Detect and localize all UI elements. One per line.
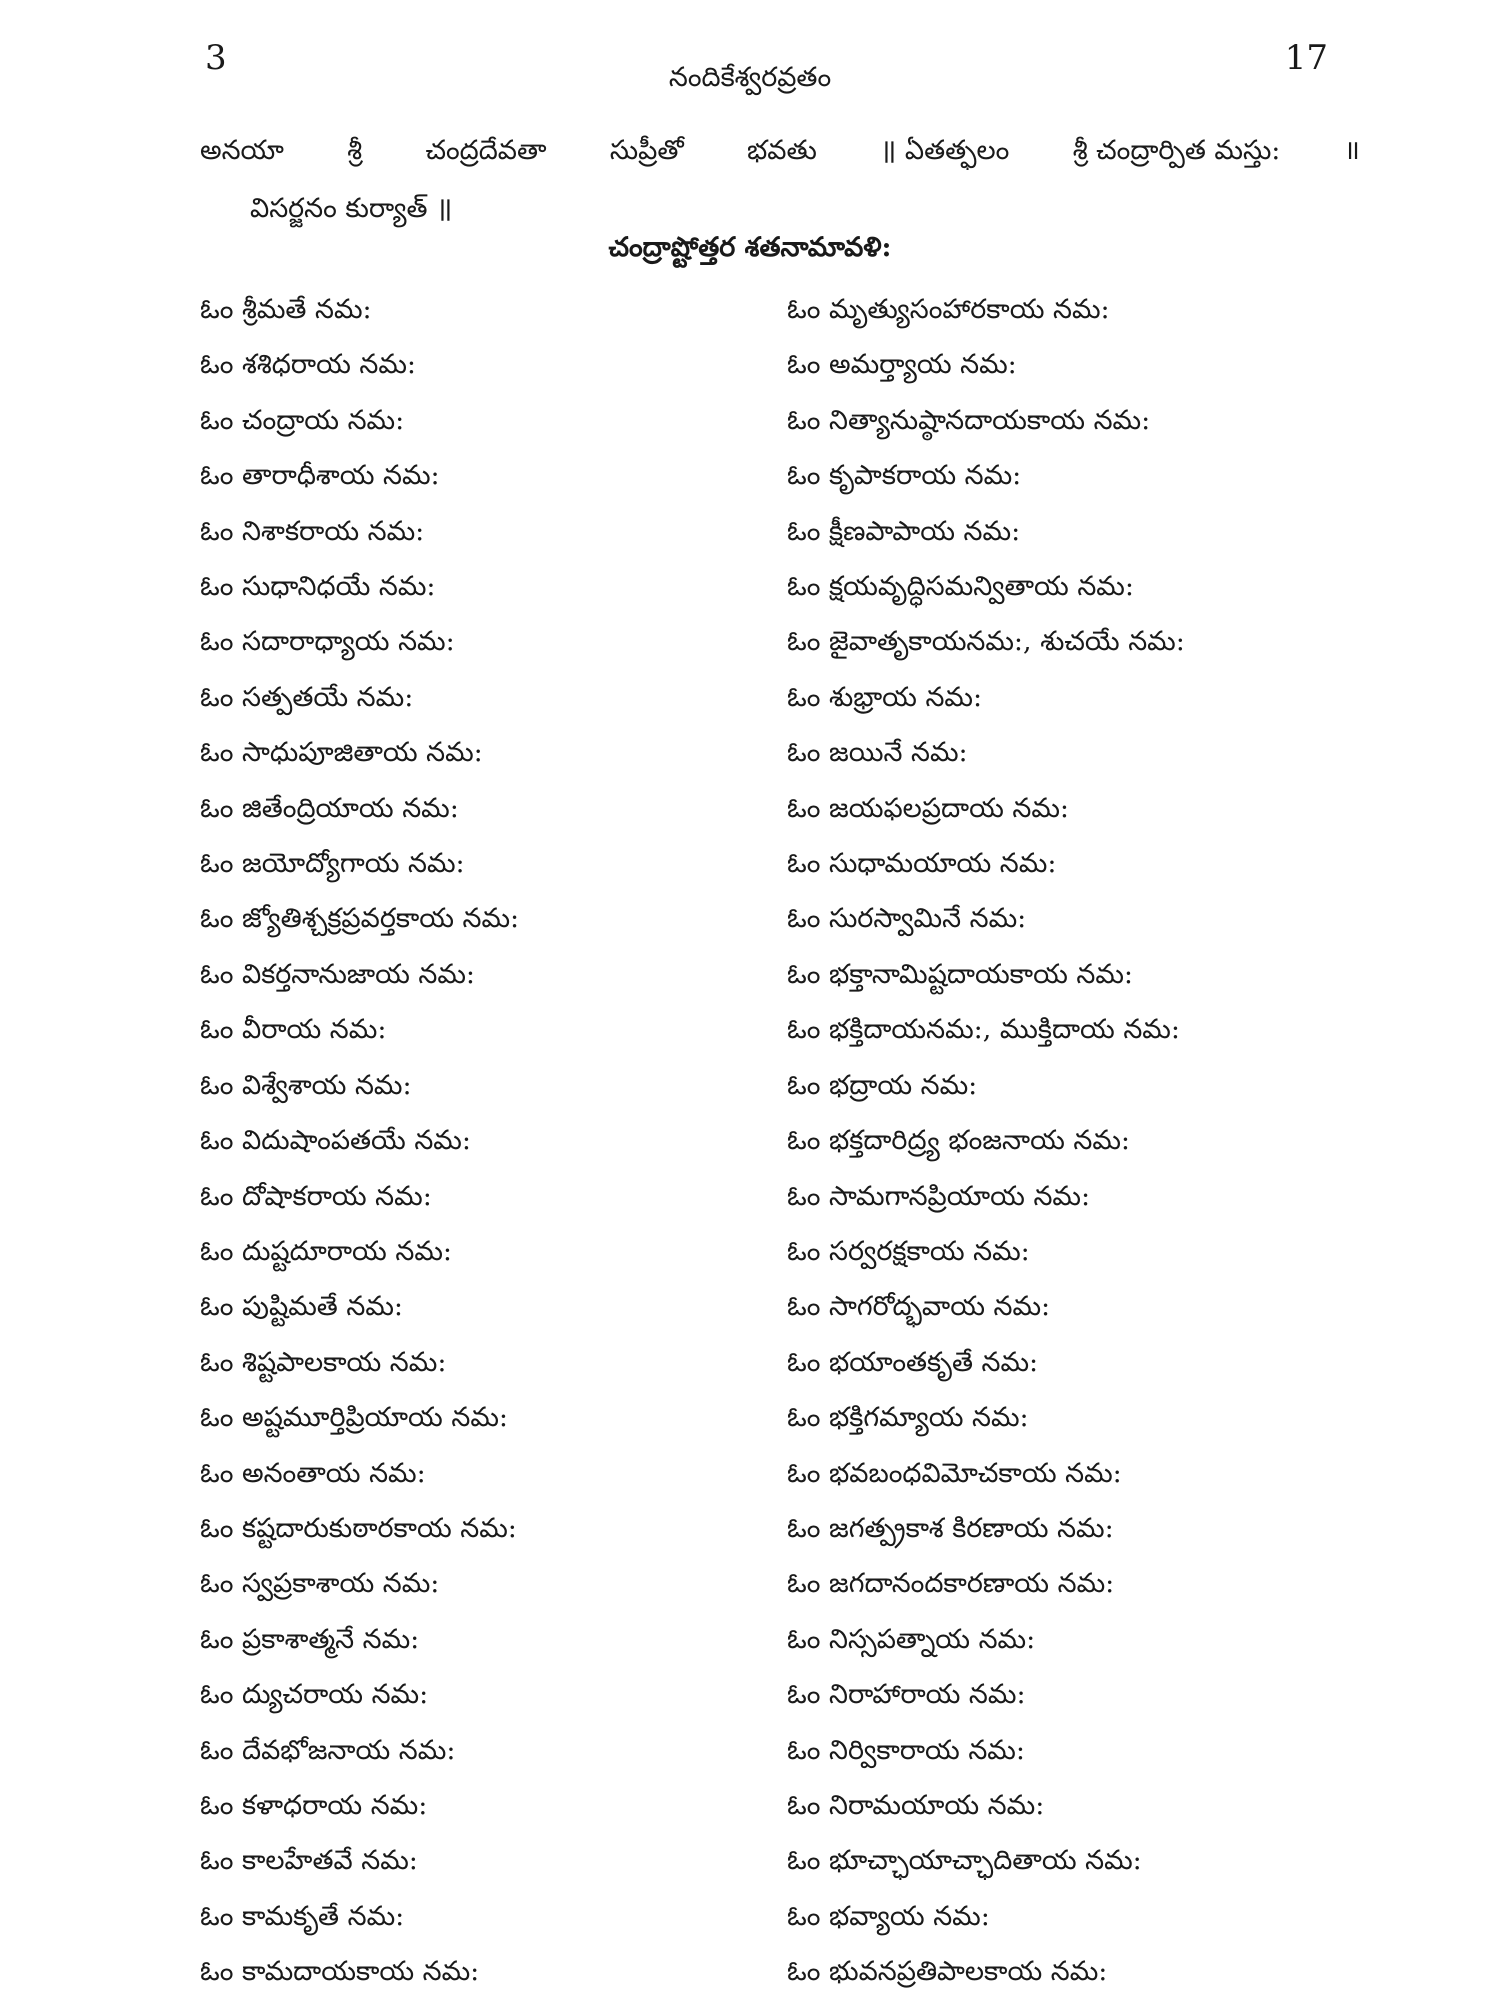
name-item: ఓం భువనప్రతిపాలకాయ నమ: — [787, 1956, 1108, 1988]
name-item: ఓం భవ్యాయ నమ: — [787, 1900, 990, 1932]
name-item: ఓం కాలహేతవే నమ: — [200, 1845, 418, 1877]
section-heading: చంద్రాష్టోత్తర శతనామావళి: — [608, 232, 892, 263]
name-item: ఓం సర్వరక్షకాయ నమ: — [787, 1235, 1030, 1267]
name-item: ఓం కామదాయకాయ నమ: — [200, 1956, 480, 1988]
name-item: ఓం నిస్సపత్నాయ నమ: — [787, 1623, 1036, 1655]
name-item: ఓం భూచ్ఛాయాచ్ఛాదితాయ నమ: — [787, 1845, 1142, 1877]
page-number-right: 17 — [1284, 38, 1328, 78]
name-item: ఓం జైవాతృకాయనమ:, శుచయే నమ: — [787, 626, 1185, 658]
name-item: ఓం సామగానప్రియాయ నమ: — [787, 1180, 1091, 1212]
name-item: ఓం కామకృతే నమ: — [200, 1900, 405, 1932]
intro-paragraph — [200, 122, 1360, 238]
name-item: ఓం భద్రాయ నమ: — [787, 1069, 978, 1101]
intro-line-2: విసర్జనం కుర్యాత్ ॥ — [250, 193, 453, 224]
name-item: ఓం అమర్త్యాయ నమ: — [787, 349, 1017, 381]
name-item: ఓం శుభ్రాయ నమ: — [787, 681, 983, 713]
page-number-left: 3 — [205, 38, 227, 78]
name-item: ఓం భక్తానామిష్టదాయకాయ నమ: — [787, 958, 1133, 990]
name-item: ఓం భయాంతకృతే నమ: — [787, 1346, 1039, 1378]
name-item: ఓం భవబంధవిమోచకాయ నమ: — [787, 1457, 1122, 1489]
name-item: ఓం నిశాకరాయ నమ: — [200, 515, 425, 547]
name-item: ఓం జయఫలప్రదాయ నమ: — [787, 792, 1070, 824]
intro-line-1 — [200, 122, 1360, 180]
name-item: ఓం కళాధరాయ నమ: — [200, 1789, 428, 1821]
name-item: ఓం భక్తిగమ్యాయ నమ: — [787, 1402, 1029, 1434]
name-item: ఓం సత్పతయే నమ: — [200, 681, 414, 713]
intro-word: భవతు — [747, 135, 817, 166]
name-item: ఓం శ్రీమతే నమ: — [200, 294, 372, 325]
name-item: ఓం స్వప్రకాశాయ నమ: — [200, 1568, 440, 1600]
name-item: ఓం దుష్టదూరాయ నమ: — [200, 1235, 452, 1267]
name-item: ఓం దోషాకరాయ నమ: — [200, 1180, 432, 1212]
name-item: ఓం పుష్టిమతే నమ: — [200, 1291, 403, 1323]
name-item: ఓం శిష్టపాలకాయ నమ: — [200, 1346, 447, 1378]
intro-word: ॥ — [1343, 135, 1360, 166]
name-item: ఓం అష్టమూర్తిప్రియాయ నమ: — [200, 1402, 508, 1434]
name-item: ఓం జ్యోతిశ్చక్రప్రవర్తకాయ నమ: — [200, 903, 520, 935]
name-item: ఓం సుధానిధయే నమ: — [200, 571, 436, 603]
intro-word: అనయా — [200, 135, 284, 166]
name-item: ఓం శశిధరాయ నమ: — [200, 349, 416, 381]
name-item: ఓం ప్రకాశాత్మనే నమ: — [200, 1623, 420, 1655]
name-item: ఓం మృత్యుసంహారకాయ నమ: — [787, 294, 1110, 325]
name-item: ఓం నిర్వికారాయ నమ: — [787, 1734, 1025, 1766]
name-item: ఓం సాధుపూజితాయ నమ: — [200, 737, 483, 769]
name-item: ఓం సుధామయాయ నమ: — [787, 848, 1057, 880]
name-item: ఓం నిరామయాయ నమ: — [787, 1789, 1045, 1821]
name-item: ఓం కృపాకరాయ నమ: — [787, 460, 1022, 492]
intro-word: ॥ ఏతత్ఫలం — [880, 135, 1010, 166]
names-column-right — [787, 282, 1185, 2000]
name-item: ఓం జగదానందకారణాయ నమ: — [787, 1568, 1115, 1600]
name-item: ఓం విశ్వేశాయ నమ: — [200, 1069, 412, 1101]
intro-word: సుప్రీతో — [609, 135, 684, 166]
name-item: ఓం వికర్తనానుజాయ నమ: — [200, 958, 475, 990]
name-item: ఓం చంద్రాయ నమ: — [200, 404, 405, 436]
name-item: ఓం జయినే నమ: — [787, 737, 968, 769]
name-item: ఓం నిరాహారాయ నమ: — [787, 1679, 1026, 1711]
intro-word: శ్రీ చంద్రార్పిత మస్తు: — [1072, 135, 1281, 166]
name-item: ఓం క్షయవృద్ధిసమన్వితాయ నమ: — [787, 571, 1134, 603]
names-column-left — [200, 282, 519, 2000]
name-item: ఓం సాగరోద్భవాయ నమ: — [787, 1291, 1051, 1323]
name-item: ఓం భక్తిదాయనమ:, ముక్తిదాయ నమ: — [787, 1014, 1180, 1046]
intro-word: చంద్రదేవతా — [425, 135, 547, 166]
running-title: నందికేశ్వరవ్రతం — [668, 62, 832, 93]
name-item: ఓం జితేంద్రియాయ నమ: — [200, 792, 459, 824]
name-item: ఓం సదారాధ్యాయ నమ: — [200, 626, 455, 658]
name-item: ఓం జగత్ప్రకాశ కిరణాయ నమ: — [787, 1512, 1114, 1544]
name-item: ఓం తారాధీశాయ నమ: — [200, 460, 440, 492]
intro-word: శ్రీ — [347, 135, 363, 166]
name-item: ఓం సురస్వామినే నమ: — [787, 903, 1027, 935]
name-item: ఓం విదుషాంపతయే నమ: — [200, 1125, 471, 1157]
name-item: ఓం నిత్యానుష్ఠానదాయకాయ నమ: — [787, 404, 1151, 436]
name-item: ఓం ద్యుచరాయ నమ: — [200, 1679, 429, 1711]
name-item: ఓం క్షీణపాపాయ నమ: — [787, 515, 1021, 547]
name-item: ఓం భక్తదారిద్ర్య భంజనాయ నమ: — [787, 1125, 1131, 1157]
name-item: ఓం జయోద్యోగాయ నమ: — [200, 848, 465, 880]
name-item: ఓం వీరాయ నమ: — [200, 1014, 387, 1046]
name-item: ఓం కష్టదారుకుఠారకాయ నమ: — [200, 1512, 517, 1544]
name-item: ఓం అనంతాయ నమ: — [200, 1457, 426, 1489]
name-item: ఓం దేవభోజనాయ నమ: — [200, 1734, 456, 1766]
